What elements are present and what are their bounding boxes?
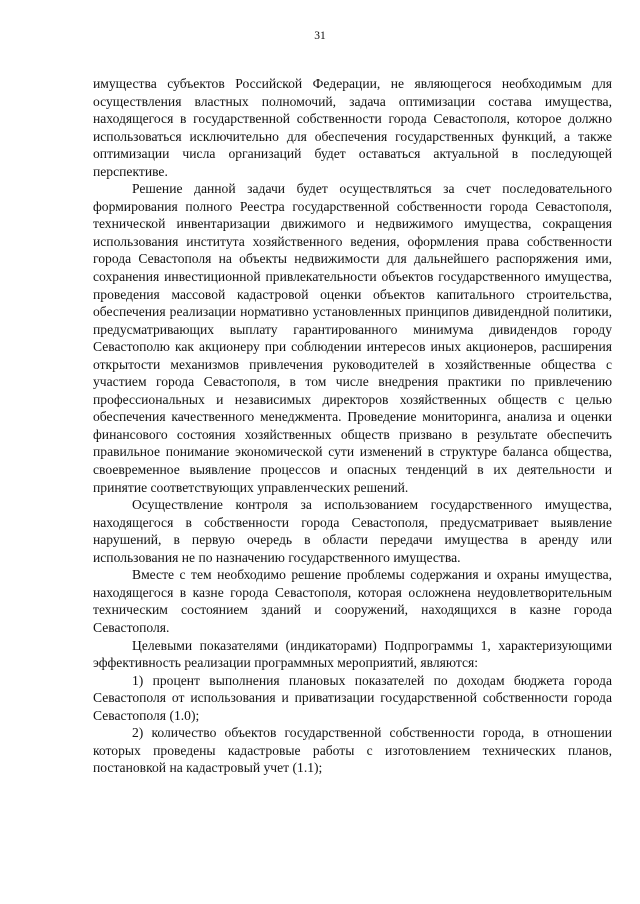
paragraph-task-solution: Решение данной задачи будет осуществляться за счет последовательного формирования полного Реестра государственной собственности города Севастополя, технической инвентаризации движимого и недвижимого имущества, сокращения использования института хозяйственного ведения, оформления права собственности города Севастополя на объекты недвижимости для дальнейшего распоряжения ими, сохранения инвестиционной привлекательности объектов государственного имущества, проведения массовой кадастровой оценки объектов капитального строительства, обеспечения реализации нормативно установленных принципов дивидендной политики, предусматривающих выплату гарантированного минимума дивидендов городу Севастополю как акционеру при соблюдении интересов иных акционеров, расширения открытости механизмов привлечения руководителей в хозяйственные общества с участием города Севастополя, в том числе внедрения практики по привлечению профессиональных и независимых директоров хозяйственных обществ с целью обеспечения качественного менеджмента. Проведение мониторинга, анализа и оценки финансового состояния хозяйственных обществ призвано в результате обеспечить правильное понимание экономической сути изменений в структуре баланса общества, своевременное выявление процессов и опасных тенденций в их деятельности и принятие соответствующих управленческих решений.	[93, 181, 612, 495]
paragraph-indicators-intro: Целевыми показателями (индикаторами) Подпрограммы 1, характеризующими эффективность реализации программных мероприятий, являются:	[93, 637, 612, 671]
paragraph-continuation: имущества субъектов Российской Федерации, не являющегося необходимым для осуществления властных полномочий, задача оптимизации состава имущества, находящегося в государственной собственности города Севастополя, которое должно использоваться исключительно для обеспечения государственных функций, а также оптимизации числа организаций будет оставаться актуальной в последующей перспективе.	[93, 76, 612, 179]
page-number: 31	[314, 30, 326, 42]
list-item-indicator-1-0: 1) процент выполнения плановых показателей по доходам бюджета города Севастополя от использования и приватизации государственной собственности города Севастополя (1.0);	[93, 672, 612, 723]
paragraph-maintenance: Вместе с тем необходимо решение проблемы содержания и охраны имущества, находящегося в казне города Севастополя, которая осложнена неудовлетворительным техническим состоянием зданий и сооружений, находящихся в казне города Севастополя.	[93, 567, 612, 635]
document-body	[93, 75, 612, 777]
paragraph-control: Осуществление контроля за использованием государственного имущества, находящегося в собственности города Севастополя, предусматривает выявление нарушений, в первую очередь в области передачи имущества в аренду или использования не по назначению государственного имущества.	[93, 497, 612, 565]
list-item-indicator-1-1: 2) количество объектов государственной собственности города, в отношении которых проведены кадастровые работы с изготовлением технических планов, постановкой на кадастровый учет (1.1);	[93, 725, 612, 776]
